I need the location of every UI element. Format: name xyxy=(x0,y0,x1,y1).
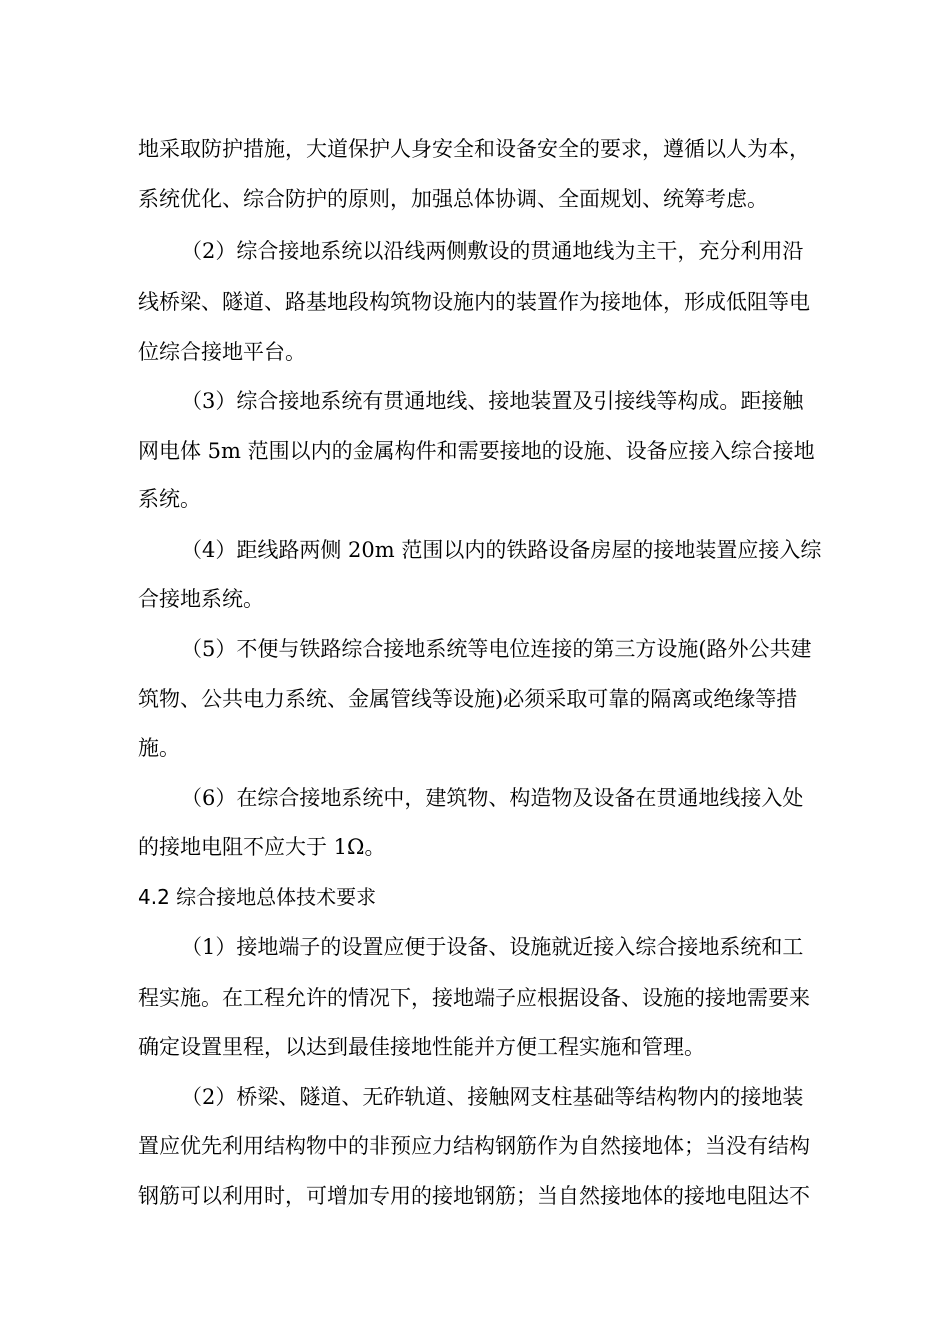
paragraph-5-start: （5）不便与铁路综合接地系统等电位连接的第三方设施(路外公共建 xyxy=(181,637,812,661)
subsection-item-1-start: （1）接地端子的设置应便于设备、设施就近接入综合接地系统和工 xyxy=(181,935,804,959)
body-text-line: 置应优先利用结构物中的非预应力结构钢筋作为自然接地体；当没有结构 xyxy=(138,1134,810,1158)
paragraph-3-start: （3）综合接地系统有贯通地线、接地装置及引接线等构成。距接触 xyxy=(181,389,804,413)
body-text-line: 筑物、公共电力系统、金属管线等设施)必须采取可靠的隔离或绝缘等措 xyxy=(138,687,798,711)
body-text-line: 钢筋可以利用时，可增加专用的接地钢筋；当自然接地体的接地电阻达不 xyxy=(138,1184,810,1208)
body-text-line: 施。 xyxy=(138,736,180,760)
body-text-line: 网电体 5m 范围以内的金属构件和需要接地的设施、设备应接入综合接地 xyxy=(138,439,815,463)
body-text-line: 位综合接地平台。 xyxy=(138,340,306,364)
body-text-line: 地采取防护措施，大道保护人身安全和设备安全的要求，遵循以人为本， xyxy=(138,137,810,161)
body-text-line: 系统优化、综合防护的原则，加强总体协调、全面规划、统筹考虑。 xyxy=(138,187,768,211)
body-text-line: 程实施。在工程允许的情况下，接地端子应根据设备、设施的接地需要来 xyxy=(138,986,810,1010)
paragraph-4-start: （4）距线路两侧 20m 范围以内的铁路设备房屋的接地装置应接入综 xyxy=(181,538,822,562)
body-text-line: 线桥梁、隧道、路基地段构筑物设施内的装置作为接地体，形成低阻等电 xyxy=(138,290,810,314)
paragraph-2-start: （2）综合接地系统以沿线两侧敷设的贯通地线为主干，充分利用沿 xyxy=(181,239,804,263)
section-heading: 4.2 综合接地总体技术要求 xyxy=(138,885,377,909)
body-text-line: 的接地电阻不应大于 1Ω。 xyxy=(138,835,386,859)
body-text-line: 合接地系统。 xyxy=(138,587,264,611)
subsection-item-2-start: （2）桥梁、隧道、无砟轨道、接触网支柱基础等结构物内的接地装 xyxy=(181,1085,804,1109)
body-text-line: 确定设置里程，以达到最佳接地性能并方便工程实施和管理。 xyxy=(138,1035,705,1059)
body-text-line: 系统。 xyxy=(138,487,201,511)
paragraph-6-start: （6）在综合接地系统中，建筑物、构造物及设备在贯通地线接入处 xyxy=(181,786,804,810)
